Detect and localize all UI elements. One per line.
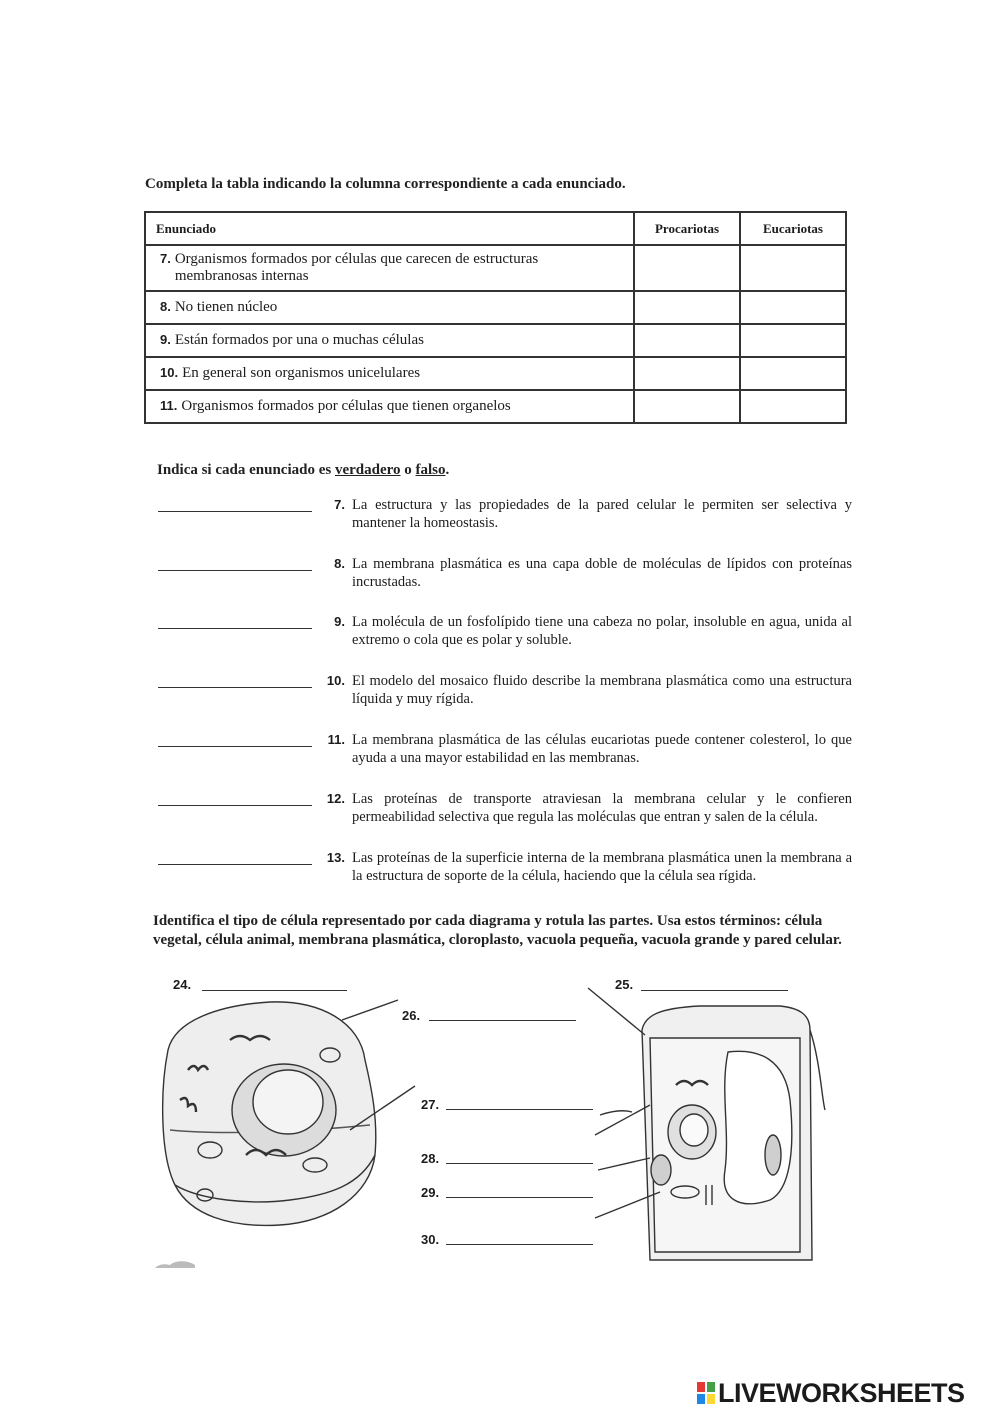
table-instruction: Completa la tabla indicando la columna correspondiente a cada enunciado. bbox=[145, 176, 626, 192]
item-number: 11. bbox=[327, 732, 345, 747]
answer-blank[interactable] bbox=[158, 628, 312, 629]
eukaryote-answer-cell[interactable] bbox=[740, 245, 846, 291]
prokaryote-answer-cell[interactable] bbox=[634, 357, 740, 390]
item-number: 10. bbox=[326, 673, 345, 688]
table-row bbox=[145, 357, 846, 390]
row-number: 10. bbox=[160, 365, 179, 380]
logo-mark-icon bbox=[696, 1381, 716, 1405]
header-statement: Enunciado bbox=[145, 212, 634, 245]
header-prokaryotes: Procariotas bbox=[634, 212, 740, 245]
liveworksheets-logo bbox=[696, 1378, 965, 1408]
label-number-27: 27. bbox=[421, 1097, 440, 1112]
item-statement: Las proteínas de transporte atraviesan la membrana celular y le confieren permeabilidad selectiva que regula las moléculas que entran y salen de la célula. bbox=[352, 791, 852, 825]
table-row bbox=[145, 324, 846, 357]
word-false: falso bbox=[415, 462, 446, 478]
label-blank-25[interactable] bbox=[641, 990, 788, 991]
row-statement: En general son organismos unicelulares bbox=[182, 365, 421, 381]
answer-blank[interactable] bbox=[158, 864, 312, 865]
item-statement: La estructura y las propiedades de la pared celular le permiten ser selectiva y mantener la homeostasis. bbox=[352, 497, 852, 531]
prokaryote-answer-cell[interactable] bbox=[634, 390, 740, 423]
label-blank-29[interactable] bbox=[446, 1197, 593, 1198]
answer-blank[interactable] bbox=[158, 746, 312, 747]
item-statement: La membrana plasmática es una capa doble de moléculas de lípidos con proteínas incrustadas. bbox=[352, 556, 852, 590]
word-true: verdadero bbox=[334, 462, 401, 478]
item-number: 13. bbox=[326, 850, 345, 865]
table-header-row bbox=[145, 212, 846, 245]
item-number: 8. bbox=[334, 556, 345, 571]
item-statement: La molécula de un fosfolípido tiene una cabeza no polar, insoluble en agua, unida al extremo o cola que es polar y soluble. bbox=[352, 614, 852, 648]
label-number-24: 24. bbox=[173, 977, 192, 992]
item-number: 9. bbox=[334, 614, 345, 629]
true-false-item bbox=[158, 555, 853, 595]
prokaryote-answer-cell[interactable] bbox=[634, 291, 740, 324]
label-number-30: 30. bbox=[421, 1232, 440, 1247]
answer-blank[interactable] bbox=[158, 511, 312, 512]
row-number: 7. bbox=[160, 251, 171, 266]
row-statement: Organismos formados por células que carecen de estructuras membranosas internas bbox=[174, 251, 539, 284]
row-number: 9. bbox=[160, 332, 171, 347]
true-false-item bbox=[158, 849, 853, 889]
answer-blank[interactable] bbox=[158, 805, 312, 806]
header-eukaryotes: Eucariotas bbox=[740, 212, 846, 245]
label-blank-26[interactable] bbox=[429, 1020, 576, 1021]
true-false-instruction: Indica si cada enunciado es verdadero o falso. bbox=[157, 462, 450, 478]
eukaryote-answer-cell[interactable] bbox=[740, 291, 846, 324]
label-number-25: 25. bbox=[615, 977, 634, 992]
prokaryote-answer-cell[interactable] bbox=[634, 324, 740, 357]
answer-blank[interactable] bbox=[158, 687, 312, 688]
row-statement: Están formados por una o muchas células bbox=[174, 332, 424, 348]
label-blank-27[interactable] bbox=[446, 1109, 593, 1110]
label-blank-28[interactable] bbox=[446, 1163, 593, 1164]
eukaryote-answer-cell[interactable] bbox=[740, 357, 846, 390]
label-blank-24[interactable] bbox=[202, 990, 347, 991]
label-number-29: 29. bbox=[421, 1185, 440, 1200]
item-number: 7. bbox=[334, 497, 345, 512]
table-row bbox=[145, 245, 846, 291]
item-statement: Las proteínas de la superficie interna de la membrana plasmática unen la membrana a la estructura de soporte de la célula, haciendo que la célula sea rígida. bbox=[352, 850, 852, 884]
cell-diagrams bbox=[0, 960, 1000, 1280]
true-false-item bbox=[158, 496, 853, 536]
animal-cell-diagram bbox=[163, 1000, 415, 1225]
logo-text: LIVEWORKSHEETS bbox=[718, 1377, 965, 1408]
true-false-item bbox=[158, 613, 853, 653]
label-number-28: 28. bbox=[421, 1151, 440, 1166]
diagram-instruction: Identifica el tipo de célula representado por cada diagrama y rotula las partes. Usa estos términos: célula vegetal, célula animal, membrana plasmática, cloroplasto, vacuola pequeña, vacuola grande y pared celular. bbox=[153, 913, 842, 948]
item-statement: La membrana plasmática de las células eucariotas puede contener colesterol, lo que ayuda a una mayor estabilidad en las membranas. bbox=[352, 732, 852, 766]
row-statement: No tienen núcleo bbox=[174, 299, 278, 315]
table-row bbox=[145, 291, 846, 324]
eukaryote-answer-cell[interactable] bbox=[740, 390, 846, 423]
item-number: 12. bbox=[326, 791, 345, 806]
row-number: 11. bbox=[160, 398, 178, 413]
label-blank-30[interactable] bbox=[446, 1244, 593, 1245]
true-false-item bbox=[158, 731, 853, 771]
item-statement: El modelo del mosaico fluido describe la membrana plasmática como una estructura líquida y muy rígida. bbox=[352, 673, 852, 707]
row-number: 8. bbox=[160, 299, 171, 314]
label-number-26: 26. bbox=[402, 1008, 421, 1023]
classification-table bbox=[144, 211, 847, 424]
answer-blank[interactable] bbox=[158, 570, 312, 571]
row-statement: Organismos formados por células que tienen organelos bbox=[181, 398, 511, 414]
prokaryote-answer-cell[interactable] bbox=[634, 245, 740, 291]
true-false-item bbox=[158, 672, 853, 712]
table-row bbox=[145, 390, 846, 423]
true-false-item bbox=[158, 790, 853, 830]
eukaryote-answer-cell[interactable] bbox=[740, 324, 846, 357]
